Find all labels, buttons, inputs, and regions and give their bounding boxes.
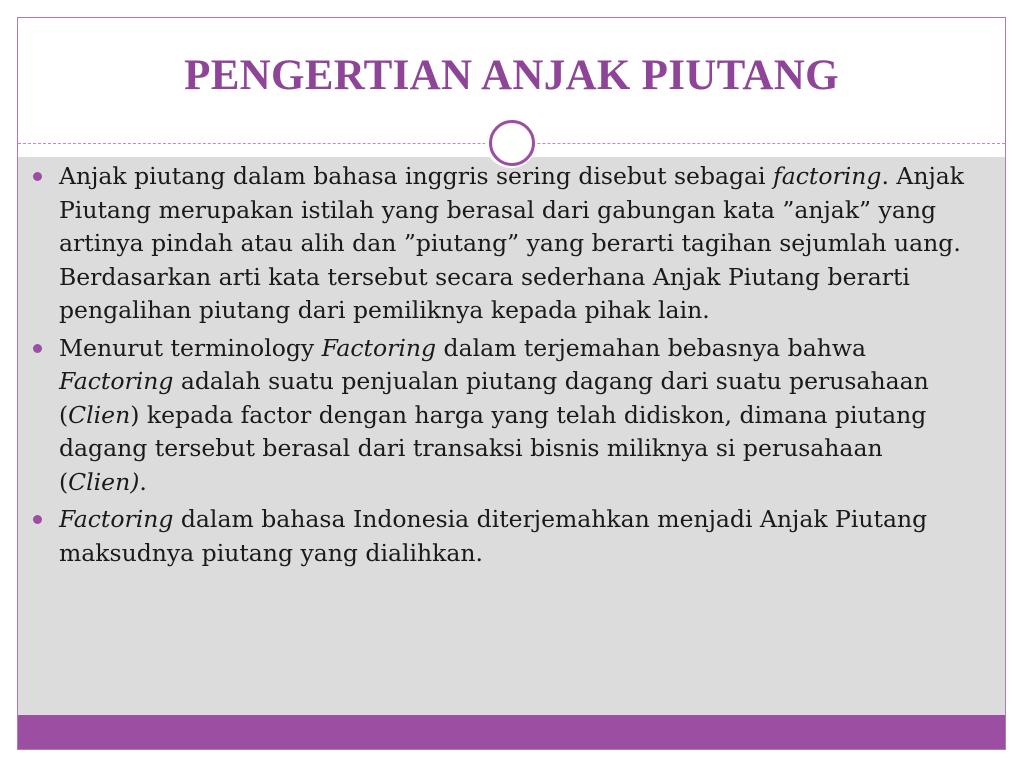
bullet-text-segment: ) kepada factor dengan harga yang telah didiskon, dimana piutang dagang tersebut berasal dari transaksi bisnis miliknya si perusahaan ( bbox=[59, 400, 927, 496]
bullet-text-segment: . Anjak Piutang merupakan istilah yang berasal dari gabungan kata ”anjak” yang artinya pindah atau alih dan ”piutang” yang berarti tagihan sejumlah uang. Berdasarkan arti kata tersebut secara sederhana Anjak Piutang berarti pengalihan piutang dari pemiliknya kepada pihak lain. bbox=[59, 162, 965, 324]
footer-band bbox=[18, 715, 1005, 749]
bullet-item bbox=[48, 332, 968, 500]
bullet-list bbox=[48, 160, 968, 574]
bullet-dot-icon bbox=[33, 172, 42, 181]
bullet-dot-icon bbox=[33, 515, 42, 524]
bullet-item bbox=[48, 160, 968, 328]
bullet-text-segment: Clien bbox=[68, 400, 131, 429]
bullet-text-segment: Anjak piutang dalam bahasa inggris sering disebut sebagai bbox=[59, 162, 774, 190]
bullet-text-segment: factoring bbox=[773, 162, 882, 190]
bullet-text-segment: dalam terjemahan bebasnya bahwa bbox=[436, 333, 866, 362]
bullet-text-segment: dalam bahasa Indonesia diterjemahkan menjadi Anjak Piutang maksudnya piutang yang dialihkan. bbox=[59, 505, 928, 567]
bullet-text-segment: Factoring bbox=[321, 333, 437, 362]
bullet-text-segment: Menurut terminology bbox=[59, 333, 322, 362]
bullet-dot-icon bbox=[33, 344, 42, 353]
slide-title: PENGERTIAN ANJAK PIUTANG bbox=[184, 52, 839, 99]
bullet-text-segment: . bbox=[139, 467, 147, 496]
bullet-text-segment: Factoring bbox=[59, 367, 174, 395]
bullet-item bbox=[48, 503, 968, 570]
bullet-text-segment: Factoring bbox=[59, 505, 174, 533]
bullet-text-segment: adalah suatu penjualan piutang dagang dari suatu perusahaan ( bbox=[59, 367, 929, 429]
bullet-text-segment: Clien) bbox=[68, 467, 140, 496]
